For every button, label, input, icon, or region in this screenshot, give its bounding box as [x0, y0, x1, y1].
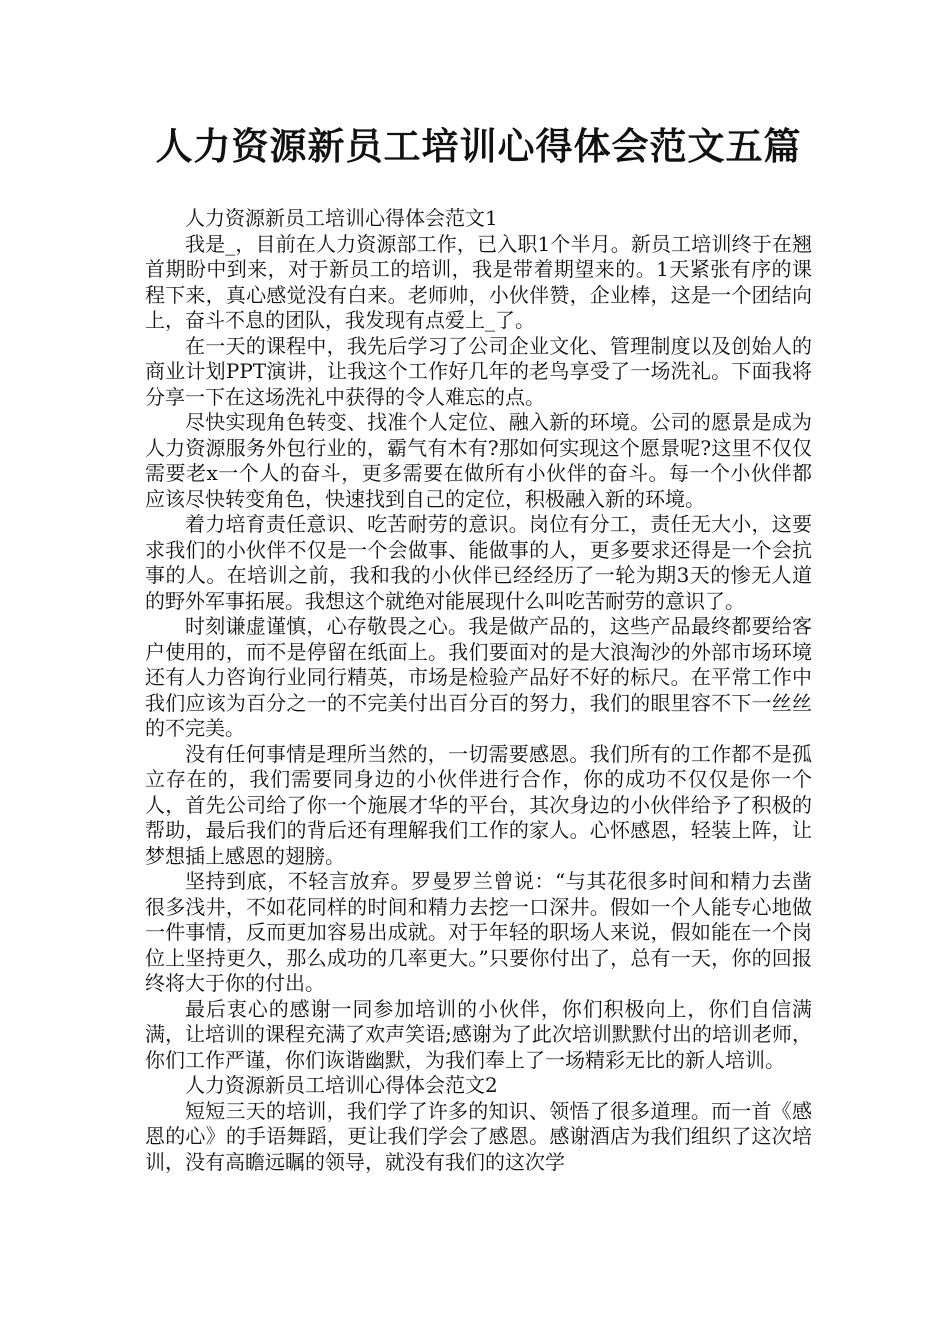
paragraph: 没有任何事情是理所当然的，一切需要感恩。我们所有的工作都不是孤立存在的，我们需要同身边的小伙伴进行合作，你的成功不仅仅是你一个人，首先公司给了你一个施展才华的平台，其次身边的小伙伴给予了积极的帮助，最后我们的背后还有理解我们工作的家人。心怀感恩，轻装上阵，让梦想插上感恩的翅膀。 [145, 741, 812, 868]
paragraph: 尽快实现角色转变、找准个人定位、融入新的环境。公司的愿景是成为人力资源服务外包行业的，霸气有木有?那如何实现这个愿景呢?这里不仅仅需要老x一个人的奋斗，更多需要在做所有小伙伴的奋斗。每一个小伙伴都应该尽快转变角色，快速找到自己的定位，积极融入新的环境。 [145, 410, 812, 511]
document-title: 人力资源新员工培训心得体会范文五篇 [155, 125, 802, 168]
paragraph: 在一天的课程中，我先后学习了公司企业文化、管理制度以及创始人的商业计划PPT演讲，让我这个工作好几年的老鸟享受了一场洗礼。下面我将分享一下在这场洗礼中获得的令人难忘的点。 [145, 333, 812, 409]
paragraph: 最后衷心的感谢一同参加培训的小伙伴，你们积极向上，你们自信满满，让培训的课程充满了欢声笑语;感谢为了此次培训默默付出的培训老师，你们工作严谨，你们诙谐幽默，为我们奉上了一场精彩无比的新人培训。 [145, 996, 812, 1072]
paragraph: 我是_，目前在人力资源部工作，已入职1个半月。新员工培训终于在翘首期盼中到来，对于新员工的培训，我是带着期望来的。1天紧张有序的课程下来，真心感觉没有白来。老师帅，小伙伴赞，企业棒，这是一个团结向上，奋斗不息的团队，我发现有点爱上_了。 [145, 231, 812, 332]
paragraph: 坚持到底，不轻言放弃。罗曼罗兰曾说：“与其花很多时间和精力去凿很多浅井，不如花同样的时间和精力去挖一口深井。假如一个人能专心地做一件事情，反而更加容易出成就。对于年轻的职场人来说，假如能在一个岗位上坚持更久，那么成功的几率更大。”只要你付出了，总有一天，你的回报终将大于你的付出。 [145, 869, 812, 995]
section-heading-2: 人力资源新员工培训心得体会范文2 [185, 1073, 498, 1097]
paragraph: 短短三天的培训，我们学了许多的知识、领悟了很多道理。而一首《感恩的心》的手语舞蹈，更让我们学会了感恩。感谢酒店为我们组织了这次培训，没有高瞻远瞩的领导，就没有我们的这次学 [145, 1098, 812, 1174]
paragraph: 时刻谦虚谨慎，心存敬畏之心。我是做产品的，这些产品最终都要给客户使用的，而不是停留在纸面上。我们要面对的是大浪淘沙的外部市场环境还有人力咨询行业同行精英，市场是检验产品好不好的标尺。在平常工作中我们应该为百分之一的不完美付出百分百的努力，我们的眼里容不下一丝丝的不完美。 [145, 614, 812, 740]
document-body [145, 206, 812, 1175]
section-heading-1: 人力资源新员工培训心得体会范文1 [185, 206, 498, 230]
paragraph: 着力培育责任意识、吃苦耐劳的意识。岗位有分工，责任无大小，这要求我们的小伙伴不仅是一个会做事、能做事的人，更多要求还得是一个会抗事的人。在培训之前，我和我的小伙伴已经经历了一轮为期3天的惨无人道的野外军事拓展。我想这个就绝对能展现什么叫吃苦耐劳的意识了。 [145, 512, 812, 613]
